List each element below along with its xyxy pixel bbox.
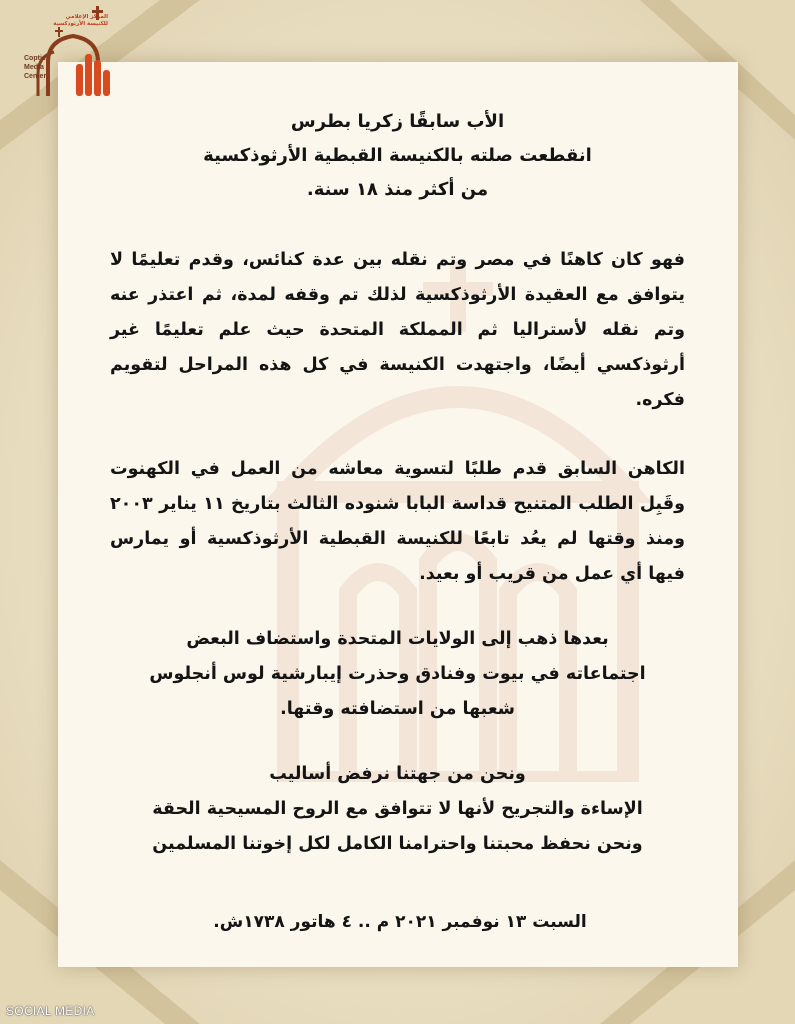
heading-line-2: انقطعت صلته بالكنيسة القبطية الأرثوذكسية [203,145,592,166]
letter-body [110,105,685,862]
paragraph-3-line-3: شعبها من استضافته وقتها. [280,699,515,719]
paragraph-3-line-1: بعدها ذهب إلى الولايات المتحدة واستضاف البعض [186,629,609,649]
logo-en-line-1: Coptic [24,55,46,62]
paragraph-3 [110,622,685,727]
paragraph-1: فهو كان كاهنًا في مصر وتم نقله بين عدة كنائس، وقدم تعليمًا لا يتوافق مع العقيدة الأرثوذكسية لذلك تم وقفه لمدة، ثم اعتذر عنه وتم نقله لأستراليا ثم المملكة المتحدة حيث علم تعليمًا غير أرثوذكسي أيضًا، واجتهدت الكنيسة في كل هذه المراحل لتقويم فكره. [110,250,685,410]
paragraph-2: الكاهن السابق قدم طلبًا لتسوية معاشه من العمل في الكهنوت وقَبِل الطلب المتنيح قداسة البابا شنوده الثالث بتاريخ ١١ يناير ٢٠٠٣ ومنذ وقتها لم يعُد تابعًا للكنيسة القبطية الأرثوذكسية أو يمارس فيها أي عمل من قريب أو بعيد. [110,459,685,584]
paragraph-4-line-1: ونحن من جهتنا نرفض أساليب [269,764,526,784]
heading-line-3: من أكثر منذ ١٨ سنة. [306,179,489,200]
paragraph-4-line-3: ونحن نحفظ محبتنا واحترامنا الكامل لكل إخوتنا المسلمين [152,834,643,854]
logo-en-line-2: Media [24,64,44,71]
paragraph-3-line-2: اجتماعاته في بيوت وفنادق وحذرت إيبارشية لوس أنجلوس [149,664,646,684]
logo-en-line-3: Center [24,73,47,80]
logo-english-name [24,54,58,81]
social-media-credit: SOCIAL MEDIA [6,1004,95,1018]
letter-heading [110,105,685,207]
letter-date: السبت ١٣ نوفمبر ٢٠٢١ م .. ٤ هاتور ١٧٣٨ش. [213,912,587,932]
logo-arabic-name [52,14,108,28]
paragraph-4 [110,757,685,862]
logo-ar-line-2: للكنيسة الأرثوذكسية [53,21,108,27]
logo-ar-line-1: المركز الإعلامي [65,14,108,20]
heading-line-1: الأب سابقًا زكريا بطرس [290,111,505,132]
paragraph-4-line-2: الإساءة والتجريح لأنها لا تتوافق مع الروح المسيحية الحقة [152,799,643,819]
